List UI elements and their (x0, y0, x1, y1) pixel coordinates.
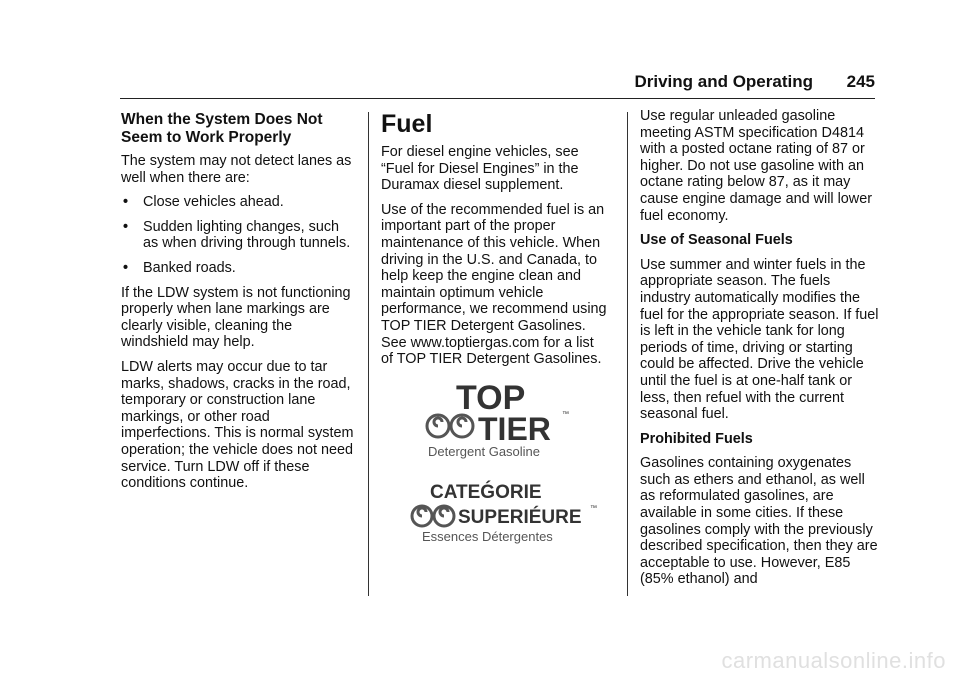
bullet-mark: • (123, 259, 129, 276)
top-tier-logo-graphic (424, 380, 574, 460)
logo-tier-text: TIER (478, 411, 551, 447)
subheading-seasonal-fuels: Use of Seasonal Fuels (640, 232, 793, 249)
column-divider-2 (627, 112, 628, 596)
logo-trademark: ™ (590, 505, 597, 512)
paragraph-prohibited-fuels: Gasolines containing oxygenates such as ethers and ethanol, as well as reformulated gasolines, are available in some cities. If these gasolines comply with the previously described specification, then they are acceptable to use. However, E85 (85% ethanol) and (640, 455, 878, 588)
paragraph-cleaning: If the LDW system is not functioning properly when lane markings are clearly visible, cleaning the windshield may help. (121, 284, 351, 351)
logo-tagline: Essences Détergentes (422, 529, 553, 544)
categorie-superieure-logo-graphic (408, 478, 598, 546)
logo-trademark: ™ (562, 411, 569, 418)
column-divider-1 (368, 112, 369, 596)
top-tier-logo (424, 380, 574, 460)
fuel-heading: Fuel (381, 110, 433, 138)
watermark: carmanualsonline.info (721, 648, 946, 673)
page-header (120, 70, 875, 99)
list-item (121, 260, 356, 277)
column-left (121, 108, 356, 500)
section-heading: When the System Does Not Seem to Work Properly (121, 111, 323, 146)
paragraph-diesel: For diesel engine vehicles, see “Fuel for Diesel Engines” in the Duramax diesel supplement. (381, 144, 579, 194)
paragraph-seasonal-fuels: Use summer and winter fuels in the appropriate season. The fuels industry automatically modifies the fuel for the appropriate season. If fuel is left in the vehicle tank for long periods of time, driving or starting could be affected. Drive the vehicle until the fuel is at one-half tank or less, then refuel with the current seasonal fuel. (640, 256, 879, 423)
paragraph-recommended-fuel: Use of the recommended fuel is an important part of the proper maintenance of this vehicle. When driving in the U.S. and Canada, to help keep the engine clean and maintain optimum vehicle performance, we recommend using TOP TIER Detergent Gasolines. See www.toptiergas.com for a list of TOP TIER Detergent Gasolines. (381, 201, 607, 368)
logo-top-text: TOP (456, 380, 526, 417)
logo-superieure-text: SUPERIÉURE (458, 507, 582, 528)
section-title: Driving and Operating (634, 72, 813, 91)
list-item-text: Sudden lighting changes, such as when driving through tunnels. (143, 218, 351, 252)
bullet-mark: • (123, 194, 129, 211)
list-item (121, 219, 356, 252)
logo-tagline: Detergent Gasoline (428, 444, 541, 459)
list-item-text: Banked roads. (143, 259, 236, 276)
paragraph-intro: The system may not detect lanes as well when there are: (121, 153, 352, 186)
logo-categorie-text: CATEǴORIE (430, 482, 542, 503)
paragraph-alerts: LDW alerts may occur due to tar marks, shadows, cracks in the road, temporary or construction lane markings, or other road imperfections. This is normal system operation; the vehicle does not need service. Turn LDW off if these conditions continue. (121, 358, 354, 492)
column-right (640, 108, 880, 596)
column-middle (381, 108, 609, 376)
paragraph-octane: Use regular unleaded gasoline meeting ASTM specification D4814 with a posted octane rating of 87 or higher. Do not use gasoline with an octane rating below 87, as it may cause engine damage and will lower fuel economy. (640, 108, 872, 224)
subheading-prohibited-fuels: Prohibited Fuels (640, 430, 753, 447)
list-item (121, 194, 356, 211)
bullet-mark: • (123, 218, 129, 235)
page-number: 245 (846, 72, 875, 91)
list-item-text: Close vehicles ahead. (143, 194, 284, 211)
categorie-superieure-logo (408, 478, 598, 546)
bullet-list (121, 194, 356, 276)
